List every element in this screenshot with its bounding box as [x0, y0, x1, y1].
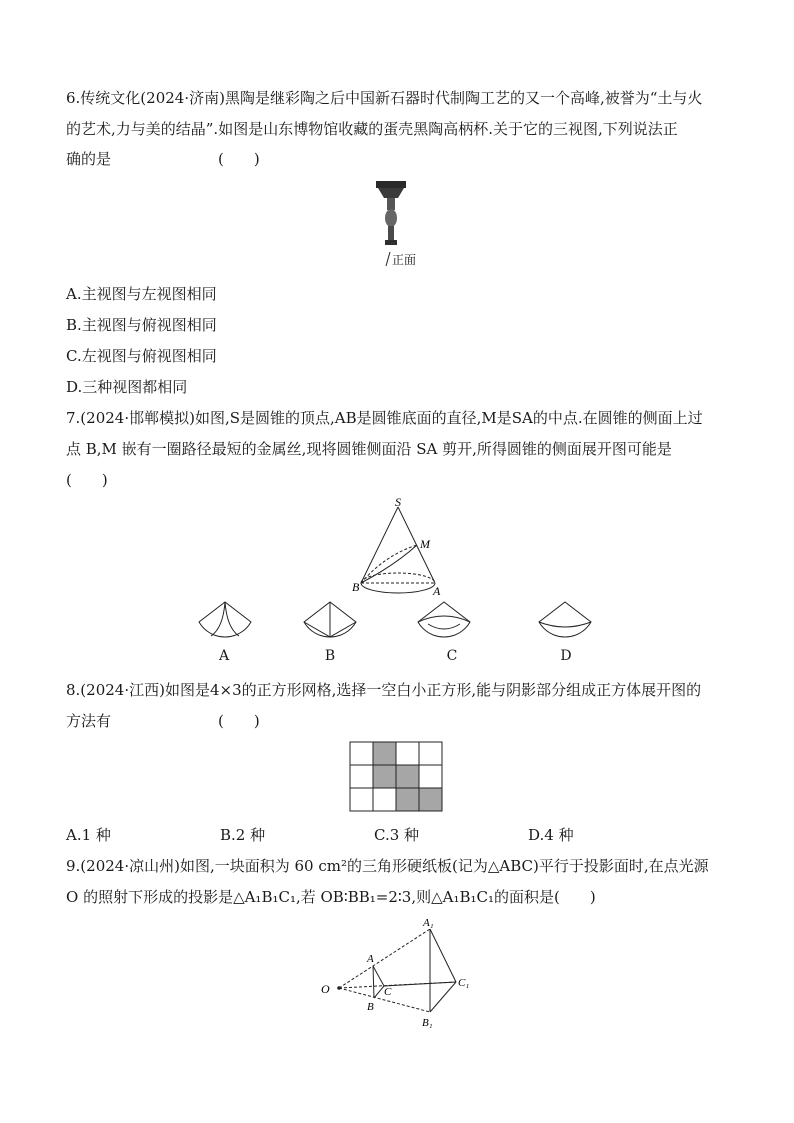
q6-cup-figure: [370, 178, 430, 270]
blank-grid-cell: [350, 765, 373, 788]
q6-option-c[interactable]: C.左视图与俯视图相同: [66, 347, 217, 365]
blank-grid-cell: [373, 788, 396, 811]
point-c1-label: C₁: [458, 977, 470, 989]
q8-stem-line-1: 8.(2024·江西)如图是4×3的正方形网格,选择一空白小正方形,能与阴影部分组成正方体展开图的: [66, 681, 702, 699]
shaded-grid-cell: [396, 788, 419, 811]
q8-option-b[interactable]: B.2 种: [220, 826, 266, 844]
q8-stem-line-2: 方法有: [66, 712, 112, 730]
blank-grid-cell: [396, 742, 419, 765]
q6-option-a[interactable]: A.主视图与左视图相同: [66, 285, 217, 303]
choice-c-label: C: [446, 648, 458, 664]
q6-option-b[interactable]: B.主视图与俯视图相同: [66, 316, 217, 334]
shaded-grid-cell: [373, 742, 396, 765]
blank-grid-cell: [350, 742, 373, 765]
q6-option-d[interactable]: D.三种视图都相同: [66, 378, 188, 396]
q7-stem-line-2: 点 B,M 嵌有一圈路径最短的金属丝,现将圆锥侧面沿 SA 剪开,所得圆锥的侧面展开图可能是: [66, 440, 672, 458]
point-o-label: O: [321, 982, 330, 996]
choice-c-development[interactable]: [414, 598, 474, 644]
front-view-label: 正面: [392, 253, 417, 267]
choice-d-development[interactable]: [535, 598, 595, 644]
blank-grid-cell: [419, 765, 442, 788]
choice-b-label: B: [324, 648, 336, 664]
q7-stem-line-1: 7.(2024·邯郸模拟)如图,S是圆锥的顶点,AB是圆锥底面的直径,M是SA的中点.在圆锥的侧面上过: [66, 409, 703, 427]
point-b-label: B: [352, 580, 360, 594]
square-grid-figure: [349, 741, 444, 813]
q9-stem-line-1: 9.(2024·凉山州)如图,一块面积为 60 cm²的三角形硬纸板(记为△ABC)平行于投影面时,在点光源: [66, 857, 709, 875]
choice-b-development[interactable]: [300, 598, 360, 644]
choice-d-label: D: [560, 648, 572, 664]
point-a1-label: A₁: [423, 917, 434, 929]
point-b-label: B: [367, 1001, 374, 1013]
q9-stem-line-2: O 的照射下形成的投影是△A₁B₁C₁,若 OB∶BB₁=2∶3,则△A₁B₁C₁的面积是( ): [66, 888, 596, 906]
q6-stem-line-2: 的艺术,力与美的结晶”.如图是山东博物馆收藏的蛋壳黑陶高柄杯.关于它的三视图,下列说法正: [66, 120, 678, 138]
cone-figure: [345, 495, 455, 605]
point-a-label: A: [367, 953, 374, 965]
blank-grid-cell: [419, 742, 442, 765]
q7-stem-line-3: ( ): [66, 471, 108, 489]
point-s-label: S: [395, 495, 401, 509]
point-m-label: M: [420, 537, 430, 551]
choice-a-development[interactable]: [195, 598, 255, 644]
point-a-label: A: [433, 584, 441, 598]
choice-a-label: A: [218, 648, 230, 664]
projection-figure: [318, 916, 478, 1034]
q8-option-a[interactable]: A.1 种: [66, 826, 111, 844]
q8-answer-bracket: ( ): [218, 712, 260, 730]
q8-option-d[interactable]: D.4 种: [528, 826, 574, 844]
point-b1-label: B₁: [422, 1017, 433, 1029]
blank-grid-cell: [350, 788, 373, 811]
q6-stem-line-3: 确的是: [66, 150, 112, 168]
shaded-grid-cell: [396, 765, 419, 788]
q6-answer-bracket: ( ): [218, 150, 260, 168]
point-c-label: C: [384, 986, 392, 998]
q6-stem-line-1: 6.传统文化(2024·济南)黑陶是继彩陶之后中国新石器时代制陶工艺的又一个高峰,被誉为“土与火: [66, 89, 703, 107]
shaded-grid-cell: [419, 788, 442, 811]
shaded-grid-cell: [373, 765, 396, 788]
q8-option-c[interactable]: C.3 种: [374, 826, 420, 844]
